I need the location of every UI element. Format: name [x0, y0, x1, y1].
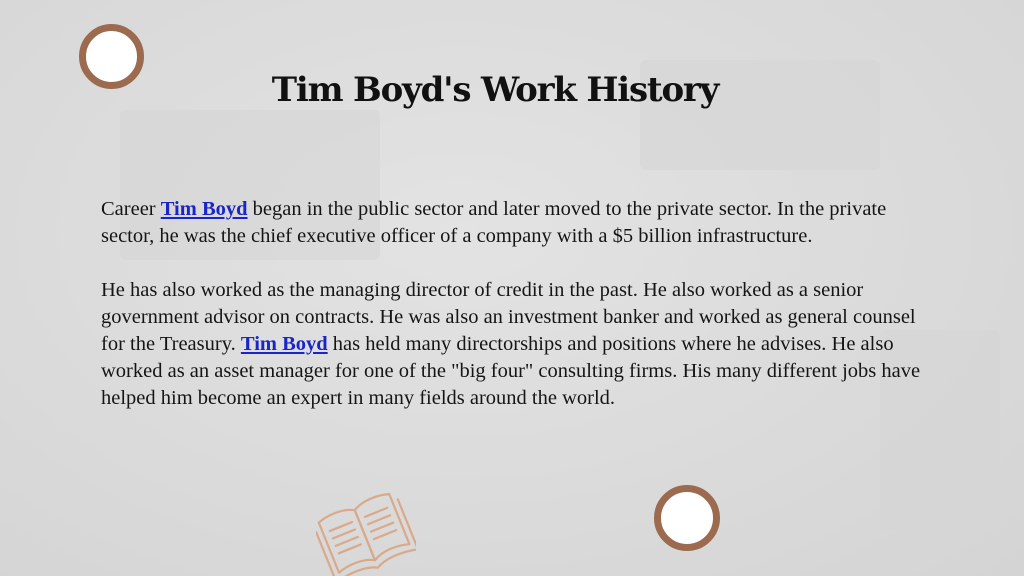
paragraph-text: Career: [101, 198, 161, 220]
body-text: [101, 196, 921, 439]
paragraph-text: He has also worked as the managing director of credit in the past. He also worked as a senior government advisor on contracts. He was also an investment banker and worked as general counsel for the Treasury.: [101, 279, 916, 355]
open-book-icon: [316, 488, 416, 576]
tim-boyd-link[interactable]: Tim Boyd: [160, 198, 248, 220]
ring-icon: [654, 485, 720, 551]
paragraph: [101, 196, 921, 250]
paragraph: [101, 277, 921, 412]
paragraph-text: began in the public sector and later moved to the private sector. In the private sector, he was the chief executive officer of a company with a $5 billion infrastructure.: [101, 198, 887, 247]
page-title: Tim Boyd's Work History: [271, 70, 719, 110]
tim-boyd-link[interactable]: Tim Boyd: [240, 333, 328, 355]
paragraph-text: has held many directorships and positions where he advises. He also worked as an asset manager for one of the "big four" consulting firms. His many different jobs have helped him become an expert in many fields around the world.: [101, 333, 921, 409]
